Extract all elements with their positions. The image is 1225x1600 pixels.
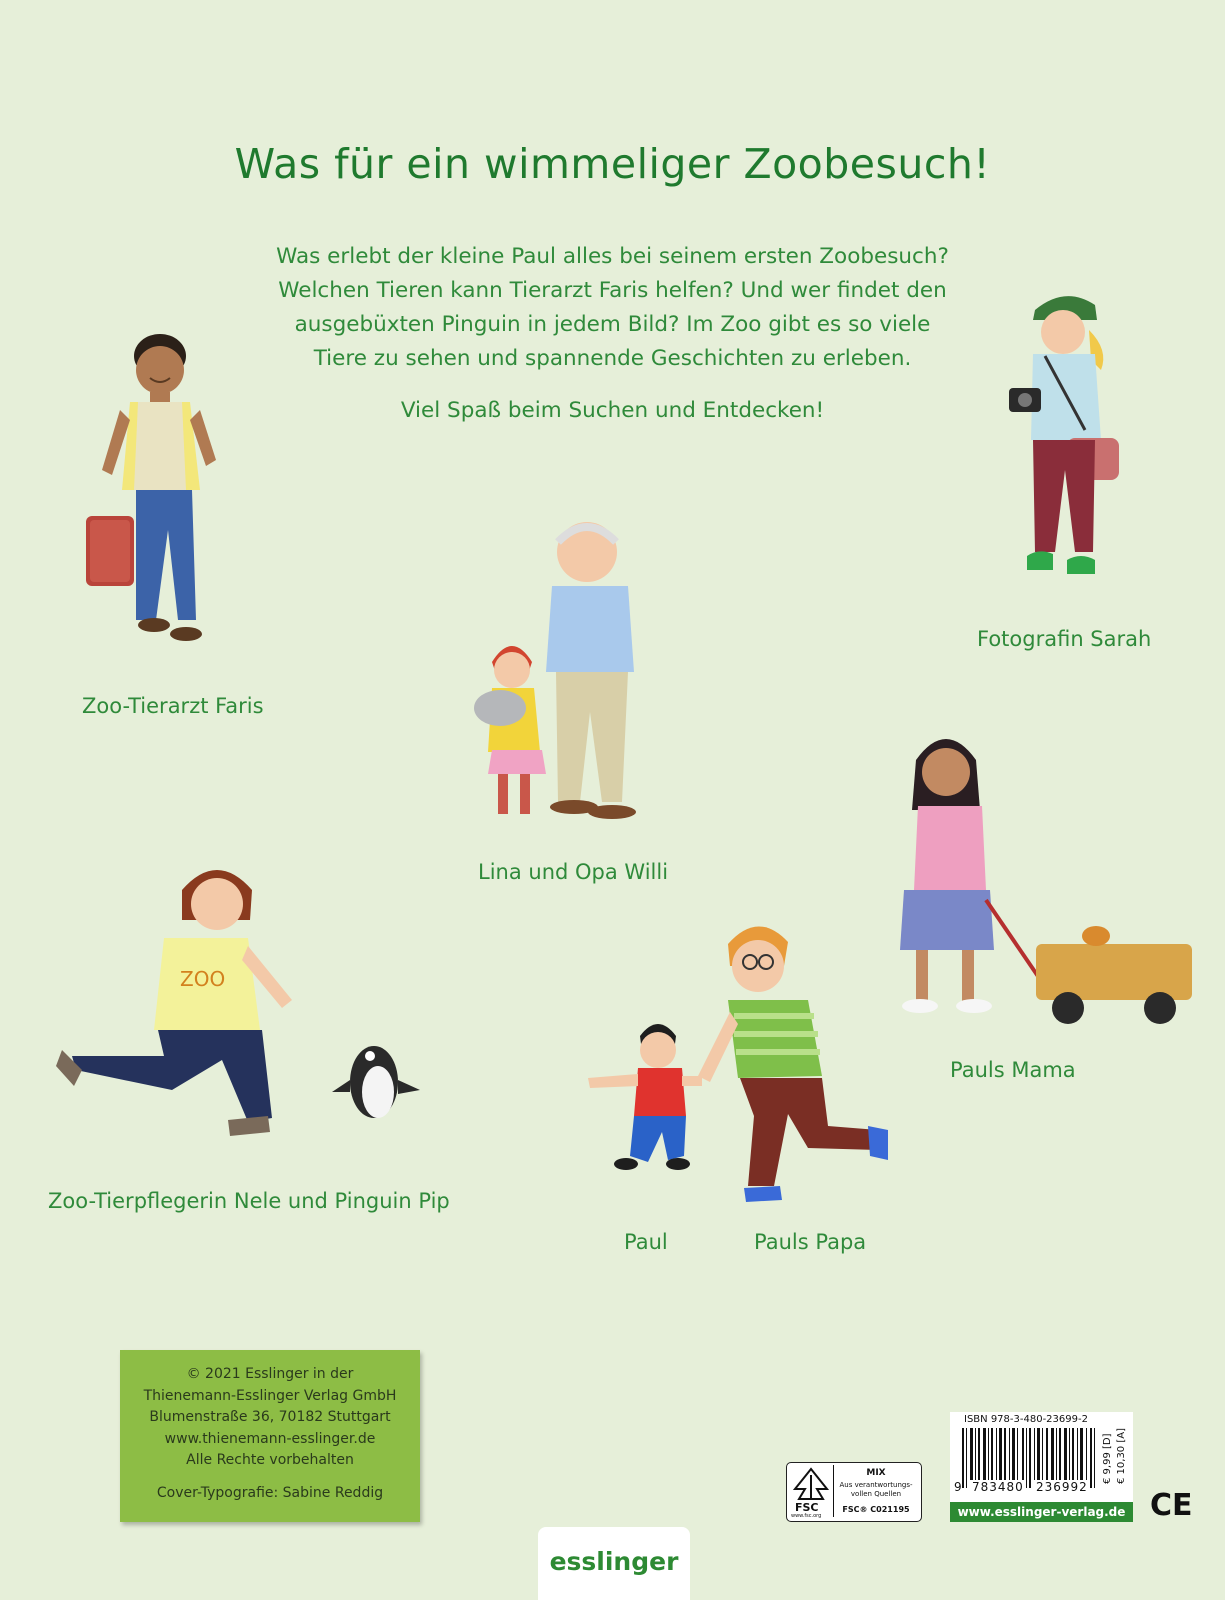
intro-line: Tiere zu sehen und spannende Geschichten zu erleben. <box>313 346 912 371</box>
copyright-box <box>120 1350 420 1522</box>
keeper-nele-penguin-illustration <box>52 860 452 1160</box>
fsc-mix: MIX <box>866 1468 886 1478</box>
fsc-label <box>786 1462 922 1522</box>
caption-paul: Paul <box>624 1230 668 1254</box>
barcode-group-left: 783480 <box>972 1480 1024 1494</box>
vet-faris-illustration <box>80 320 230 660</box>
publisher-website: www.thienemann-esslinger.de <box>164 1430 376 1447</box>
fsc-label-text: FSC <box>795 1501 819 1514</box>
fsc-source-line: Aus verantwortungs- <box>839 1481 913 1489</box>
isbn-barcode <box>950 1412 1133 1522</box>
fsc-source-line: vollen Quellen <box>850 1490 902 1498</box>
publisher-address: Blumenstraße 36, 70182 Stuttgart <box>149 1409 391 1425</box>
publisher-name: Thienemann-Esslinger Verlag GmbH <box>143 1387 397 1404</box>
intro-text <box>250 240 975 428</box>
price-austria: € 10,30 [A] <box>1116 1428 1127 1484</box>
copyright-line: © 2021 Esslinger in der <box>186 1366 354 1382</box>
intro-line: ausgebüxten Pinguin in jedem Bild? Im Zoo gibt es so viele <box>294 312 931 337</box>
barcode-bars <box>962 1428 1100 1488</box>
lina-and-grandpa-illustration <box>462 512 672 832</box>
barcode-first-digit: 9 <box>954 1480 962 1494</box>
intro-closing: Viel Spaß beim Suchen und Entdecken! <box>400 398 825 423</box>
ce-mark: CE <box>1150 1488 1193 1523</box>
publisher-logo: esslinger <box>538 1527 690 1600</box>
caption-sarah: Fotografin Sarah <box>977 627 1152 651</box>
isbn-number: ISBN 978-3-480-23699-2 <box>964 1414 1088 1425</box>
cover-typography-credit: Cover-Typografie: Sabine Reddig <box>156 1484 384 1501</box>
photographer-sarah-illustration <box>1005 290 1135 600</box>
rights-reserved: Alle Rechte vorbehalten <box>186 1452 354 1468</box>
barcode-group-right: 236992 <box>1036 1480 1088 1494</box>
intro-line: Was erlebt der kleine Paul alles bei seinem ersten Zoobesuch? <box>276 244 949 269</box>
caption-faris: Zoo-Tierarzt Faris <box>82 694 264 718</box>
mama-with-wagon-illustration <box>896 730 1206 1030</box>
back-cover-title: Was für ein wimmeliger Zoobesuch! <box>234 140 991 188</box>
paul-and-papa-illustration <box>578 916 908 1216</box>
caption-mama: Pauls Mama <box>950 1058 1076 1082</box>
intro-line: Welchen Tieren kann Tierarzt Faris helfen? Und wer findet den <box>278 278 947 303</box>
caption-nele: Zoo-Tierpflegerin Nele und Pinguin Pip <box>48 1189 450 1213</box>
fsc-code: FSC® C021195 <box>842 1505 910 1514</box>
publisher-url-bar: www.esslinger-verlag.de <box>950 1502 1133 1522</box>
fsc-tree-icon <box>791 1467 831 1501</box>
fsc-url: www.fsc.org <box>791 1513 822 1519</box>
caption-lina-willi: Lina und Opa Willi <box>478 860 669 884</box>
caption-papa: Pauls Papa <box>754 1230 867 1254</box>
zoo-shirt-text: ZOO <box>180 967 226 991</box>
price-germany: € 9,99 [D] <box>1102 1433 1113 1484</box>
